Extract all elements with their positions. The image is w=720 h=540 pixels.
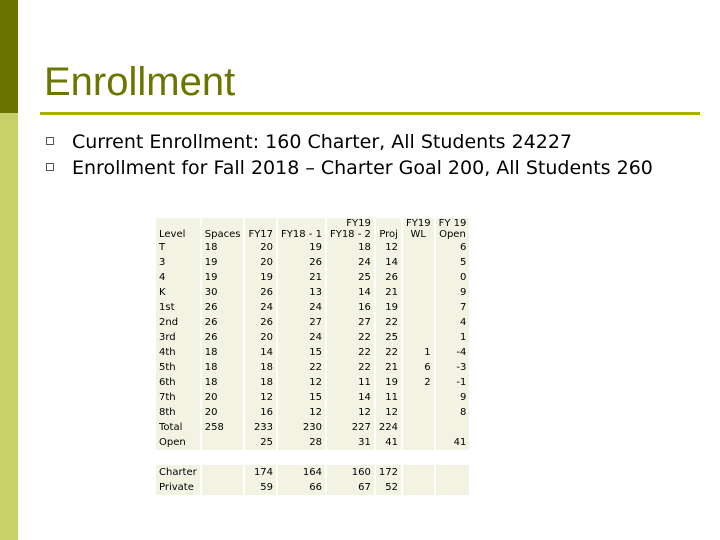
table-cell: 26 (245, 285, 276, 300)
table-spacer-cell (376, 450, 401, 465)
table-row (156, 480, 469, 495)
table-cell: 227 (327, 420, 374, 435)
table-cell: 7 (436, 300, 470, 315)
table-cell (202, 435, 244, 450)
table-cell: 27 (278, 315, 325, 330)
table-header-cell: FY17 (245, 229, 276, 240)
table-cell: 26 (202, 300, 244, 315)
table-cell: 22 (327, 345, 374, 360)
table-cell (403, 420, 434, 435)
table-cell: 0 (436, 270, 470, 285)
table-cell: 12 (245, 390, 276, 405)
table-cell: 20 (245, 240, 276, 255)
table-cell: 6th (156, 375, 200, 390)
table-cell: 21 (376, 360, 401, 375)
table-cell: 20 (202, 390, 244, 405)
table-cell (403, 240, 434, 255)
bullet-item (44, 156, 684, 180)
table-cell: 16 (327, 300, 374, 315)
table-cell: 24 (245, 300, 276, 315)
table-spacer-cell (245, 450, 276, 465)
table-spacer-row (156, 450, 469, 465)
table-header-cell: Open (436, 229, 470, 240)
table-cell: 6 (403, 360, 434, 375)
table-cell: 160 (327, 465, 374, 480)
table-cell: 30 (202, 285, 244, 300)
table-cell: 14 (327, 390, 374, 405)
table-cell: 13 (278, 285, 325, 300)
table-cell: 25 (376, 330, 401, 345)
table-cell (202, 465, 244, 480)
table-row (156, 360, 469, 375)
table-cell: 24 (278, 300, 325, 315)
table-cell: 14 (376, 255, 401, 270)
table-cell: 21 (376, 285, 401, 300)
table-cell: 52 (376, 480, 401, 495)
table-cell: 41 (436, 435, 470, 450)
table-cell (403, 255, 434, 270)
slide-title: Enrollment (44, 60, 236, 104)
table-cell (403, 285, 434, 300)
table-header-cell: Level (156, 229, 200, 240)
table-header-top-cell: FY19 (403, 218, 434, 229)
bullet-list (44, 130, 684, 182)
table-cell: 16 (245, 405, 276, 420)
table-cell: 224 (376, 420, 401, 435)
table-cell: 3 (156, 255, 200, 270)
table-cell: 4 (436, 315, 470, 330)
table-spacer-cell (327, 450, 374, 465)
table-cell (436, 465, 470, 480)
table-cell: 12 (278, 405, 325, 420)
table-cell: -4 (436, 345, 470, 360)
table-cell: 12 (278, 375, 325, 390)
table-cell: 14 (245, 345, 276, 360)
table-cell (403, 315, 434, 330)
table-cell (403, 270, 434, 285)
table-cell (202, 480, 244, 495)
table-header-top-cell (245, 218, 276, 229)
table-row (156, 240, 469, 255)
table-cell: Charter (156, 465, 200, 480)
table-cell: 19 (202, 270, 244, 285)
accent-bar-bottom (0, 113, 18, 540)
table-header-cell: FY18 - 1 (278, 229, 325, 240)
table-cell: 230 (278, 420, 325, 435)
table-header-top-cell (278, 218, 325, 229)
table-cell: 233 (245, 420, 276, 435)
table-cell: 7th (156, 390, 200, 405)
table-cell: 11 (376, 390, 401, 405)
table-cell: 18 (202, 360, 244, 375)
table-cell: K (156, 285, 200, 300)
table-cell (403, 300, 434, 315)
table-cell: 20 (245, 255, 276, 270)
table-cell: 26 (278, 255, 325, 270)
table-cell: 26 (376, 270, 401, 285)
table-cell: 66 (278, 480, 325, 495)
table-cell (403, 405, 434, 420)
table-row (156, 465, 469, 480)
table-cell: 27 (327, 315, 374, 330)
table-cell: T (156, 240, 200, 255)
table-header-top-cell (202, 218, 244, 229)
table-cell: 19 (376, 375, 401, 390)
table-cell: 11 (327, 375, 374, 390)
table-cell: 19 (202, 255, 244, 270)
table-cell: 31 (327, 435, 374, 450)
table-row (156, 375, 469, 390)
table-cell: 1st (156, 300, 200, 315)
table-cell (436, 480, 470, 495)
table-header-top-cell (376, 218, 401, 229)
table-cell (403, 480, 434, 495)
table-header-cell: Spaces (202, 229, 244, 240)
square-bullet-icon (46, 137, 54, 145)
table-cell: 67 (327, 480, 374, 495)
table-cell: 20 (202, 405, 244, 420)
table-header-top-cell (156, 218, 200, 229)
table-cell: 26 (202, 315, 244, 330)
table-cell: -1 (436, 375, 470, 390)
bullet-item (44, 130, 684, 154)
table-row (156, 285, 469, 300)
table-cell: 18 (202, 375, 244, 390)
table-cell: 15 (278, 390, 325, 405)
table-cell: 26 (202, 330, 244, 345)
table-cell: 172 (376, 465, 401, 480)
table-cell: 1 (436, 330, 470, 345)
table-header-cell: WL (403, 229, 434, 240)
table-cell: 22 (278, 360, 325, 375)
table-cell: 24 (278, 330, 325, 345)
table-cell (403, 465, 434, 480)
table-cell: 18 (202, 345, 244, 360)
table-header-row (156, 229, 469, 240)
table-cell: 2nd (156, 315, 200, 330)
table-row (156, 435, 469, 450)
table-cell: 25 (327, 270, 374, 285)
accent-bar-top (0, 0, 18, 113)
table-cell: 20 (245, 330, 276, 345)
table-header-top-cell: FY 19 (436, 218, 470, 229)
table-spacer-cell (202, 450, 244, 465)
table-row (156, 255, 469, 270)
table-row (156, 390, 469, 405)
table-cell: 19 (245, 270, 276, 285)
table-cell: 6 (436, 240, 470, 255)
table-header-top-cell: FY19 (327, 218, 374, 229)
table-cell (403, 330, 434, 345)
table-cell: 8 (436, 405, 470, 420)
table-row (156, 315, 469, 330)
table-cell: 59 (245, 480, 276, 495)
table-cell: 9 (436, 390, 470, 405)
table-cell: 12 (327, 405, 374, 420)
table-row (156, 330, 469, 345)
table-cell: 25 (245, 435, 276, 450)
table-header-cell: FY18 - 2 (327, 229, 374, 240)
bullet-text: Enrollment for Fall 2018 – Charter Goal 200, All Students 260 (72, 157, 653, 179)
title-underline (40, 112, 700, 115)
table-cell: Private (156, 480, 200, 495)
table-cell: 2 (403, 375, 434, 390)
table-row (156, 405, 469, 420)
table-spacer-cell (436, 450, 470, 465)
table-cell: 258 (202, 420, 244, 435)
table-cell: -3 (436, 360, 470, 375)
table-cell: 22 (327, 360, 374, 375)
table-cell: 22 (327, 330, 374, 345)
table-spacer-cell (156, 450, 200, 465)
table-cell (436, 420, 470, 435)
table-cell: Total (156, 420, 200, 435)
table-cell: 21 (278, 270, 325, 285)
table-cell: 24 (327, 255, 374, 270)
table-cell: 15 (278, 345, 325, 360)
table-cell: 174 (245, 465, 276, 480)
table-cell: 5 (436, 255, 470, 270)
table-row (156, 345, 469, 360)
table-cell: 26 (245, 315, 276, 330)
table-row (156, 300, 469, 315)
table-cell: 18 (327, 240, 374, 255)
table-cell: 9 (436, 285, 470, 300)
table-cell: 19 (278, 240, 325, 255)
square-bullet-icon (46, 163, 54, 171)
table-cell: 18 (202, 240, 244, 255)
table-row (156, 420, 469, 435)
table-cell: 14 (327, 285, 374, 300)
bullet-text: Current Enrollment: 160 Charter, All Students 24227 (72, 131, 573, 153)
table-cell: 8th (156, 405, 200, 420)
table-cell: 18 (245, 375, 276, 390)
table-cell: 41 (376, 435, 401, 450)
table-cell: 4th (156, 345, 200, 360)
table-cell: 12 (376, 240, 401, 255)
table-cell (403, 390, 434, 405)
table-cell: 22 (376, 315, 401, 330)
table-cell: 164 (278, 465, 325, 480)
table-header-cell: Proj (376, 229, 401, 240)
table-header-top-row (156, 218, 469, 229)
table-spacer-cell (403, 450, 434, 465)
table-cell: 3rd (156, 330, 200, 345)
table-cell: 28 (278, 435, 325, 450)
table-cell: 22 (376, 345, 401, 360)
table-spacer-cell (278, 450, 325, 465)
table-cell: 12 (376, 405, 401, 420)
table-cell: 1 (403, 345, 434, 360)
table-cell: 5th (156, 360, 200, 375)
table-cell: 4 (156, 270, 200, 285)
table-cell: 19 (376, 300, 401, 315)
table-row (156, 270, 469, 285)
table-cell: Open (156, 435, 200, 450)
table-cell: 18 (245, 360, 276, 375)
enrollment-table (154, 218, 471, 495)
table-cell (403, 435, 434, 450)
